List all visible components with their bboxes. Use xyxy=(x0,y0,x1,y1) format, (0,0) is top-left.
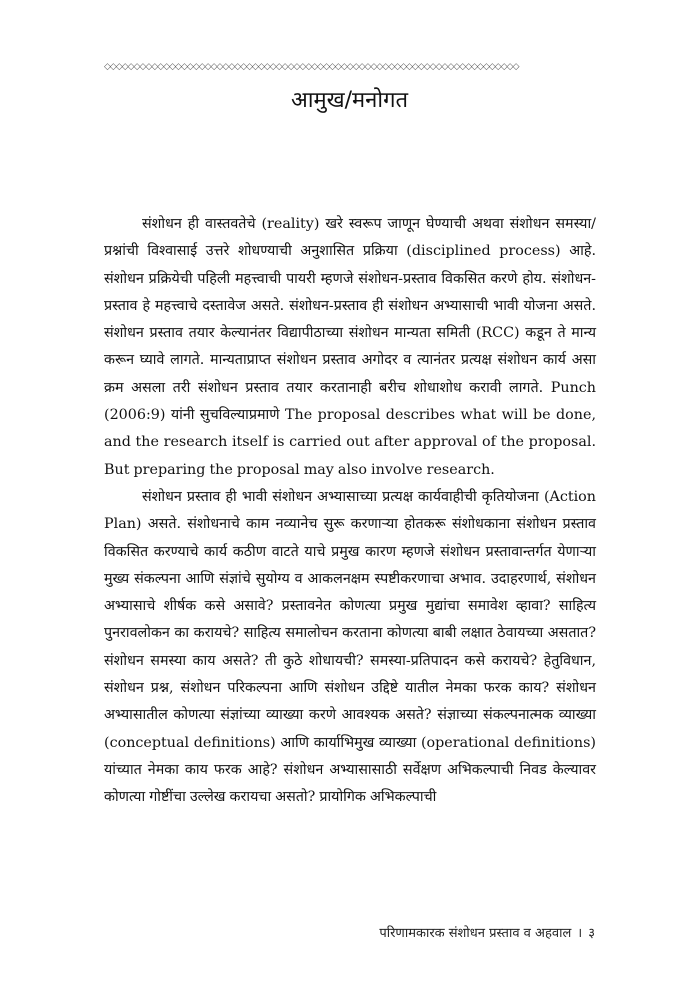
page-title: आमुख/मनोगत xyxy=(290,88,409,113)
decorative-header-rule: ◇◇◇◇◇◇◇◇◇◇◇◇◇◇◇◇◇◇◇◇◇◇◇◇◇◇◇◇◇◇◇◇◇◇◇◇◇◇◇◇◇◇◇◇◇◇◇◇◇◇◇◇◇◇◇◇◇◇◇◇◇◇◇◇◇◇◇◇◇◇ xyxy=(104,62,519,72)
paragraph-2: संशोधन प्रस्ताव ही भावी संशोधन अभ्यासाच्या प्रत्यक्ष कार्यवाहीची कृतियोजना (Action Plan) असते. संशोधनाचे काम नव्यानेच सुरू करणाऱ्या होतकरू संशोधकाना संशोधन प्रस्ताव विकसित करण्याचे कार्य कठीण वाटते याचे प्रमुख कारण म्हणजे संशोधन प्रस्तावान्तर्गत येणाऱ्या मुख्य संकल्पना आणि संज्ञांचे सुयोग्य व आकलनक्षम स्पष्टीकरणाचा अभाव. उदाहरणार्थ, संशोधन अभ्यासाचे शीर्षक कसे असावे? प्रस्तावनेत कोणत्या प्रमुख मुद्यांचा समावेश व्हावा? साहित्य पुनरावलोकन का करायचे? साहित्य समालोचन करताना कोणत्या बाबी लक्षात ठेवायच्या असतात? संशोधन समस्या काय असते? ती कुठे शोधायची? समस्या-प्रतिपादन कसे करायचे? हेतुविधान, संशोधन प्रश्न, संशोधन परिकल्पना आणि संशोधन उद्दिष्टे यातील नेमका फरक काय? संशोधन अभ्यासातील कोणत्या संज्ञांच्या व्याख्या करणे आवश्यक असते? संज्ञाच्या संकल्पनात्मक व्याख्या (conceptual definitions) आणि कार्याभिमुख व्याख्या (operational definitions) यांच्यात नेमका काय फरक आहे? संशोधन अभ्यासासाठी सर्वेक्षण अभिकल्पाची निवड केल्यावर कोणत्या गोष्टींचा उल्लेख करायचा असतो? प्रायोगिक अभिकल्पाची xyxy=(104,488,596,806)
body-text xyxy=(104,211,596,812)
footer-separator: । xyxy=(577,926,583,941)
page-number: ३ xyxy=(588,926,595,941)
running-title: परिणामकारक संशोधन प्रस्ताव व अहवाल xyxy=(379,926,572,941)
page-footer xyxy=(379,924,595,944)
paragraph-1: संशोधन ही वास्तवतेचे (reality) खरे स्वरूप जाणून घेण्याची अथवा संशोधन समस्या/प्रश्नांची विश्वासाई उत्तरे शोधण्याची अनुशासित प्रक्रिया (disciplined process) आहे. संशोधन प्रक्रियेची पहिली महत्त्वाची पायरी म्हणजे संशोधन-प्रस्ताव विकसित करणे होय. संशोधन-प्रस्ताव हे महत्त्वाचे दस्तावेज असते. संशोधन-प्रस्ताव ही संशोधन अभ्यासाची भावी योजना असते. संशोधन प्रस्ताव तयार केल्यानंतर विद्यापीठाच्या संशोधन मान्यता समिती (RCC) कडून ते मान्य करून घ्यावे लागते. मान्यताप्राप्त संशोधन प्रस्ताव अगोदर व त्यानंतर प्रत्यक्ष संशोधन कार्य असा क्रम असला तरी संशोधन प्रस्ताव तयार करतानाही बरीच शोधाशोध करावी लागते. Punch (2006:9) यांनी सुचविल्याप्रमाणे The proposal describes what will be done, and the research itself is carried out after approval of the proposal. But preparing the proposal may also involve research. xyxy=(104,216,596,478)
